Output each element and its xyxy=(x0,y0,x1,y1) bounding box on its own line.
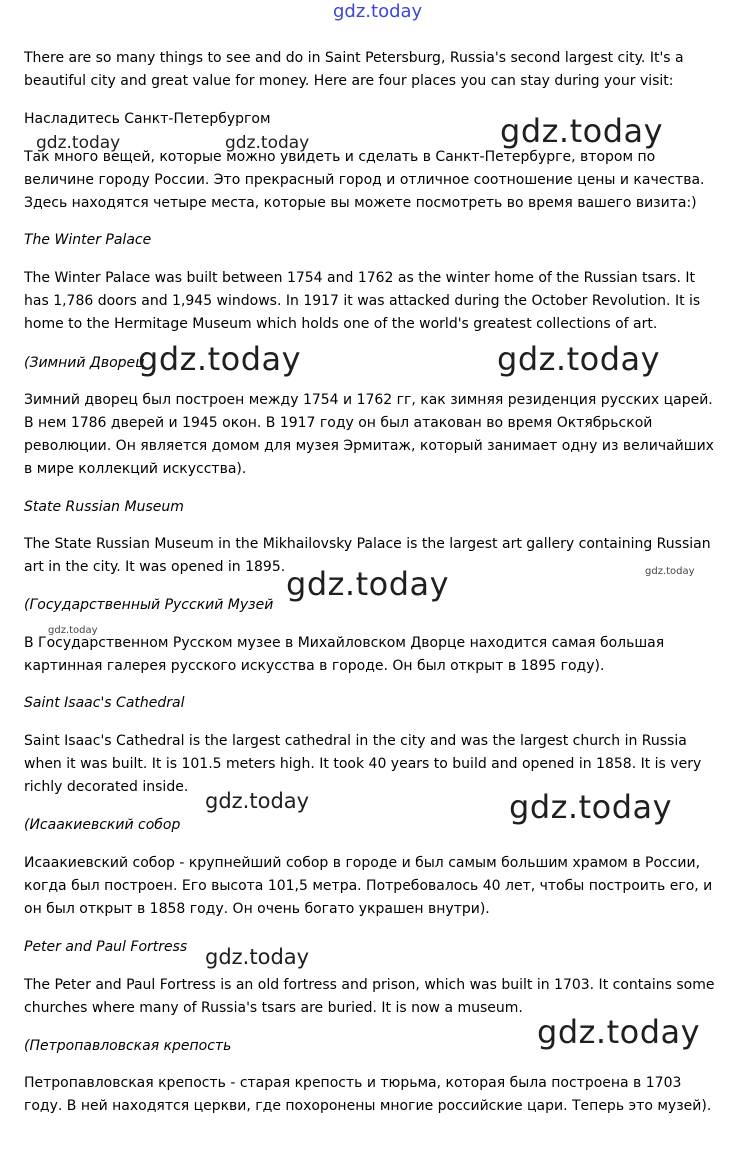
section-title-ru-enjoy: Насладитесь Санкт-Петербургом xyxy=(24,111,271,127)
watermark: gdz.today xyxy=(645,566,695,577)
heading-state-russian-museum: State Russian Museum xyxy=(24,499,184,515)
watermark: gdz.today xyxy=(225,133,310,153)
cathedral-paragraph-ru: Исаакиевский собор - крупнейший собор в городе и был самым большим храмом в России, когда был построен. Его высота 101,5 метра. Потребовалось 40 лет, чтобы построить его, и он был открыт в 1858 году. Он очень богато украшен внутри). xyxy=(24,855,713,917)
intro-paragraph-en: There are so many things to see and do in Saint Petersburg, Russia's second largest city. It's a beautiful city and great value for money. Here are four places you can stay during your visit: xyxy=(24,50,684,89)
russian-museum-paragraph-en: The State Russian Museum in the Mikhailovsky Palace is the largest art gallery containing Russian art in the city. It was opened in 1895. xyxy=(24,536,711,575)
winter-palace-paragraph-ru: Зимний дворец был построен между 1754 и 1762 гг, как зимняя резиденция русских царей. В нем 1786 дверей и 1945 окон. В 1917 году он был атакован во время Октябрьской революции. Он является домом для музея Эрмитаж, который занимает одну из величайших в мире коллекций искусства). xyxy=(24,392,714,477)
watermark: gdz.today xyxy=(497,340,661,378)
watermark: gdz.today xyxy=(500,112,664,150)
watermark: gdz.today xyxy=(138,340,302,378)
watermark: gdz.today xyxy=(537,1013,701,1051)
watermark: gdz.today xyxy=(36,133,121,153)
russian-museum-paragraph-ru: В Государственном Русском музее в Михайловском Дворце находится самая большая картинная галерея русского искусства в городе. Он был открыт в 1895 году). xyxy=(24,635,665,674)
cathedral-paragraph-en: Saint Isaac's Cathedral is the largest cathedral in the city and was the largest church in Russia when it was built. It is 101.5 meters high. It took 40 years to build and opened in 1858. It is very richly decorated inside. xyxy=(24,733,702,795)
heading-russian-museum-ru: (Государственный Русский Музей xyxy=(24,597,274,613)
watermark-top: gdz.today xyxy=(333,1,423,22)
heading-fortress-ru: (Петропавловская крепость xyxy=(24,1038,232,1054)
watermark: gdz.today xyxy=(286,565,450,603)
heading-winter-palace: The Winter Palace xyxy=(24,232,152,248)
watermark: gdz.today xyxy=(205,945,310,969)
fortress-paragraph-en: The Peter and Paul Fortress is an old fortress and prison, which was built in 1703. It contains some churches where many of Russia's tsars are buried. It is now a museum. xyxy=(24,977,715,1016)
heading-peter-paul-fortress: Peter and Paul Fortress xyxy=(24,939,188,955)
winter-palace-paragraph-en: The Winter Palace was built between 1754 and 1762 as the winter home of the Russian tsars. It has 1,786 doors and 1,945 windows. In 1917 it was attacked during the October Revolution. It is home to the Hermitage Museum which holds one of the world's greatest collections of art. xyxy=(24,270,701,332)
intro-paragraph-ru: Так много вещей, которые можно увидеть и сделать в Санкт-Петербурге, втором по величине городу России. Это прекрасный город и отличное соотношение цены и качества. Здесь находятся четыре места, которые вы можете посмотреть во время вашего визита:) xyxy=(24,149,705,211)
watermark: gdz.today xyxy=(205,789,310,813)
fortress-paragraph-ru: Петропавловская крепость - старая крепость и тюрьма, которая была построена в 1703 году. В ней находятся церкви, где похоронены многие российские цари. Теперь это музей). xyxy=(24,1075,712,1114)
heading-cathedral-ru: (Исаакиевский собор xyxy=(24,817,181,833)
heading-saint-isaacs-cathedral: Saint Isaac's Cathedral xyxy=(24,695,185,711)
heading-winter-palace-ru: (Зимний Дворец xyxy=(24,355,145,371)
watermark: gdz.today xyxy=(509,788,673,826)
watermark: gdz.today xyxy=(48,625,98,636)
